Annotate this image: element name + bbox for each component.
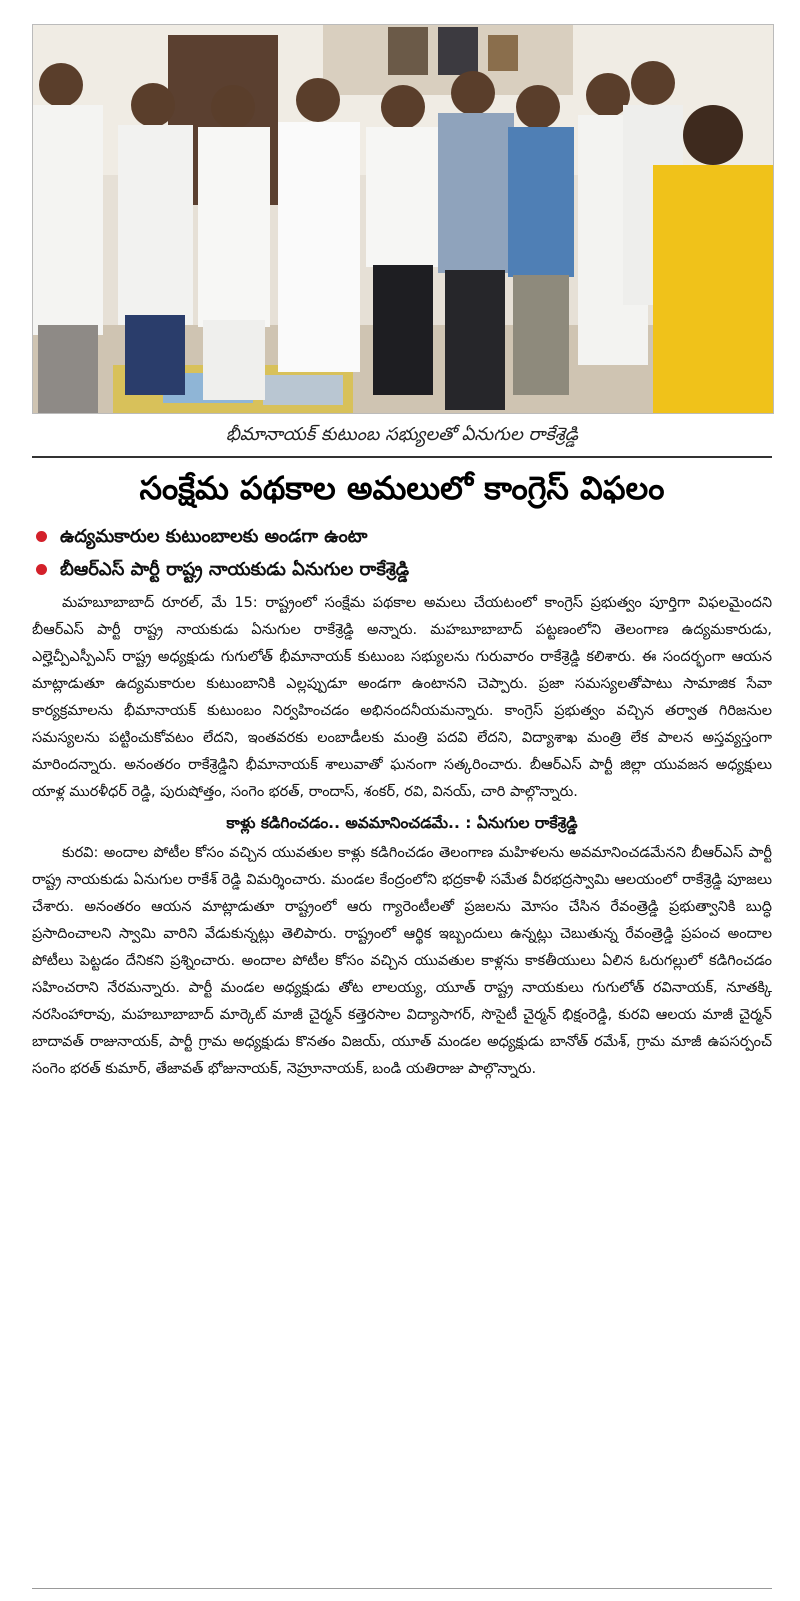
bullet-icon [36,564,47,575]
highlight-text: ఉద్యమకారుల కుటుంబాలకు అండగా ఉంటా [60,526,368,547]
news-clipping [32,24,772,1083]
highlights-list [32,520,772,586]
article-subheading: కాళ్లు కడిగించడం.. అవమానించడమే.. : ఏనుగుల రాకేశ్రెడ్డి [226,814,578,832]
photo-caption: భీమానాయక్ కుటుంబ సభ్యులతో ఏనుగుల రాకేశ్రెడ్డి [225,424,579,445]
highlight-item [32,553,772,586]
article-paragraph: కురవి: అందాల పోటీల కోసం వచ్చిన యువతుల కాళ్లు కడిగించడం తెలంగాణ మహిళలను అవమానించడమేనని బీఆర్ఎస్ పార్టీ రాష్ట్ర నాయకుడు ఏనుగుల రాకేశ్ రెడ్డి విమర్శించారు. మండల కేంద్రంలోని భద్రకాళీ సమేత వీరభద్రస్వామి ఆలయంలో రాకేశ్రెడ్డి పూజలు చేశారు. అనంతరం ఆయన మాట్లాడుతూ రాష్ట్రంలో ఆరు గ్యారెంటీలతో ప్రజలను మోసం చేసిన రేవంత్రెడ్డి ప్రభుత్వానికి బుద్ధి ప్రసాదించాలని స్వామి వారిని వేడుకున్నట్లు తెలిపారు. రాష్ట్రంలో ఆర్థిక ఇబ్బందులు ఉన్నట్లు చెబుతున్న రేవంత్రెడ్డి ప్రపంచ అందాల పోటీలు పెట్టడం దేనికని ప్రశ్నించారు. అందాల పోటీల కోసం వచ్చిన యువతుల కాళ్లను కాకతీయులు ఏలిన ఓరుగల్లులో కడిగించడం సహించరాని నేరమన్నారు. పార్టీ మండల అధ్యక్షుడు తోట లాలయ్య, యూత్ రాష్ట్ర నాయకులు గుగులోత్ రవినాయక్, నూతక్కి నరసింహారావు, మహబూబాబాద్ మార్కెట్ మాజీ చైర్మన్ కత్తెరసాల విద్యాసాగర్, సొసైటీ చైర్మన్ భిక్షంరెడ్డి, కురవి ఆలయ మాజీ చైర్మన్ బాదావత్ రాజునాయక్, పార్టీ గ్రామ అధ్యక్షుడు కొనతం విజయ్, యూత్ మండల అధ్యక్షుడు బానోత్ రమేశ్, గ్రామ మాజీ ఉపసర్పంచ్ సంగెం భరత్ కుమార్, తేజావత్ భోజునాయక్, నెహ్రూనాయక్, బండి యతిరాజు పాల్గొన్నారు. [32,845,772,1077]
bottom-divider [32,1588,772,1589]
group-photo [32,24,774,414]
highlight-text: బీఆర్ఎస్ పార్టీ రాష్ట్ర నాయకుడు ఏనుగుల రాకేశ్రెడ్డి [60,559,410,580]
bullet-icon [36,531,47,542]
article-body [32,590,772,1083]
highlight-item [32,520,772,553]
headline: సంక్షేమ పథకాల అమలులో కాంగ్రెస్ విఫలం [139,469,665,507]
article-paragraph: మహబూబాబాద్ రూరల్, మే 15: రాష్ట్రంలో సంక్షేమ పథకాల అమలు చేయటంలో కాంగ్రెస్ ప్రభుత్వం పూర్తిగా విఫలమైందని బీఆర్ఎస్ పార్టీ రాష్ట్ర నాయకుడు ఏనుగుల రాకేశ్రెడ్డి అన్నారు. మహబూబాబాద్ పట్టణంలోని తెలంగాణ ఉద్యమకారుడు, ఎల్హెచ్పీఎస్పీఎస్ రాష్ట్ర అధ్యక్షుడు గుగులోత్ భీమానాయక్ కుటుంబ సభ్యులను గురువారం రాకేశ్రెడ్డి కలిశారు. ఈ సందర్భంగా ఆయన మాట్లాడుతూ ఉద్యమకారుల కుటుంబానికి ఎల్లప్పుడూ అండగా ఉంటానని చెప్పారు. ప్రజా సమస్యలతోపాటు సామాజిక సేవా కార్యక్రమాలను భీమానాయక్ కుటుంబం నిర్వహించడం అభినందనీయమన్నారు. కాంగ్రెస్ ప్రభుత్వం వచ్చిన తర్వాత గిరిజనుల సమస్యలను పట్టించుకోవటం లేదని, ఇంతవరకు లంబాడీలకు మంత్రి పదవి లేదని, విద్యాశాఖ మంత్రి లేక పాలన అస్తవ్యస్తంగా మారిందన్నారు. అనంతరం రాకేశ్రెడ్డిని భీమానాయక్ శాలువాతో ఘనంగా సత్కరించారు. బీఆర్ఎస్ పార్టీ జిల్లా యువజన అధ్యక్షులు యాళ్ల మురళీధర్ రెడ్డి, పురుషోత్తం, సంగెం భరత్, రాందాస్, శంకర్, రవి, వినయ్, చారి పాల్గొన్నారు. [32,595,772,800]
